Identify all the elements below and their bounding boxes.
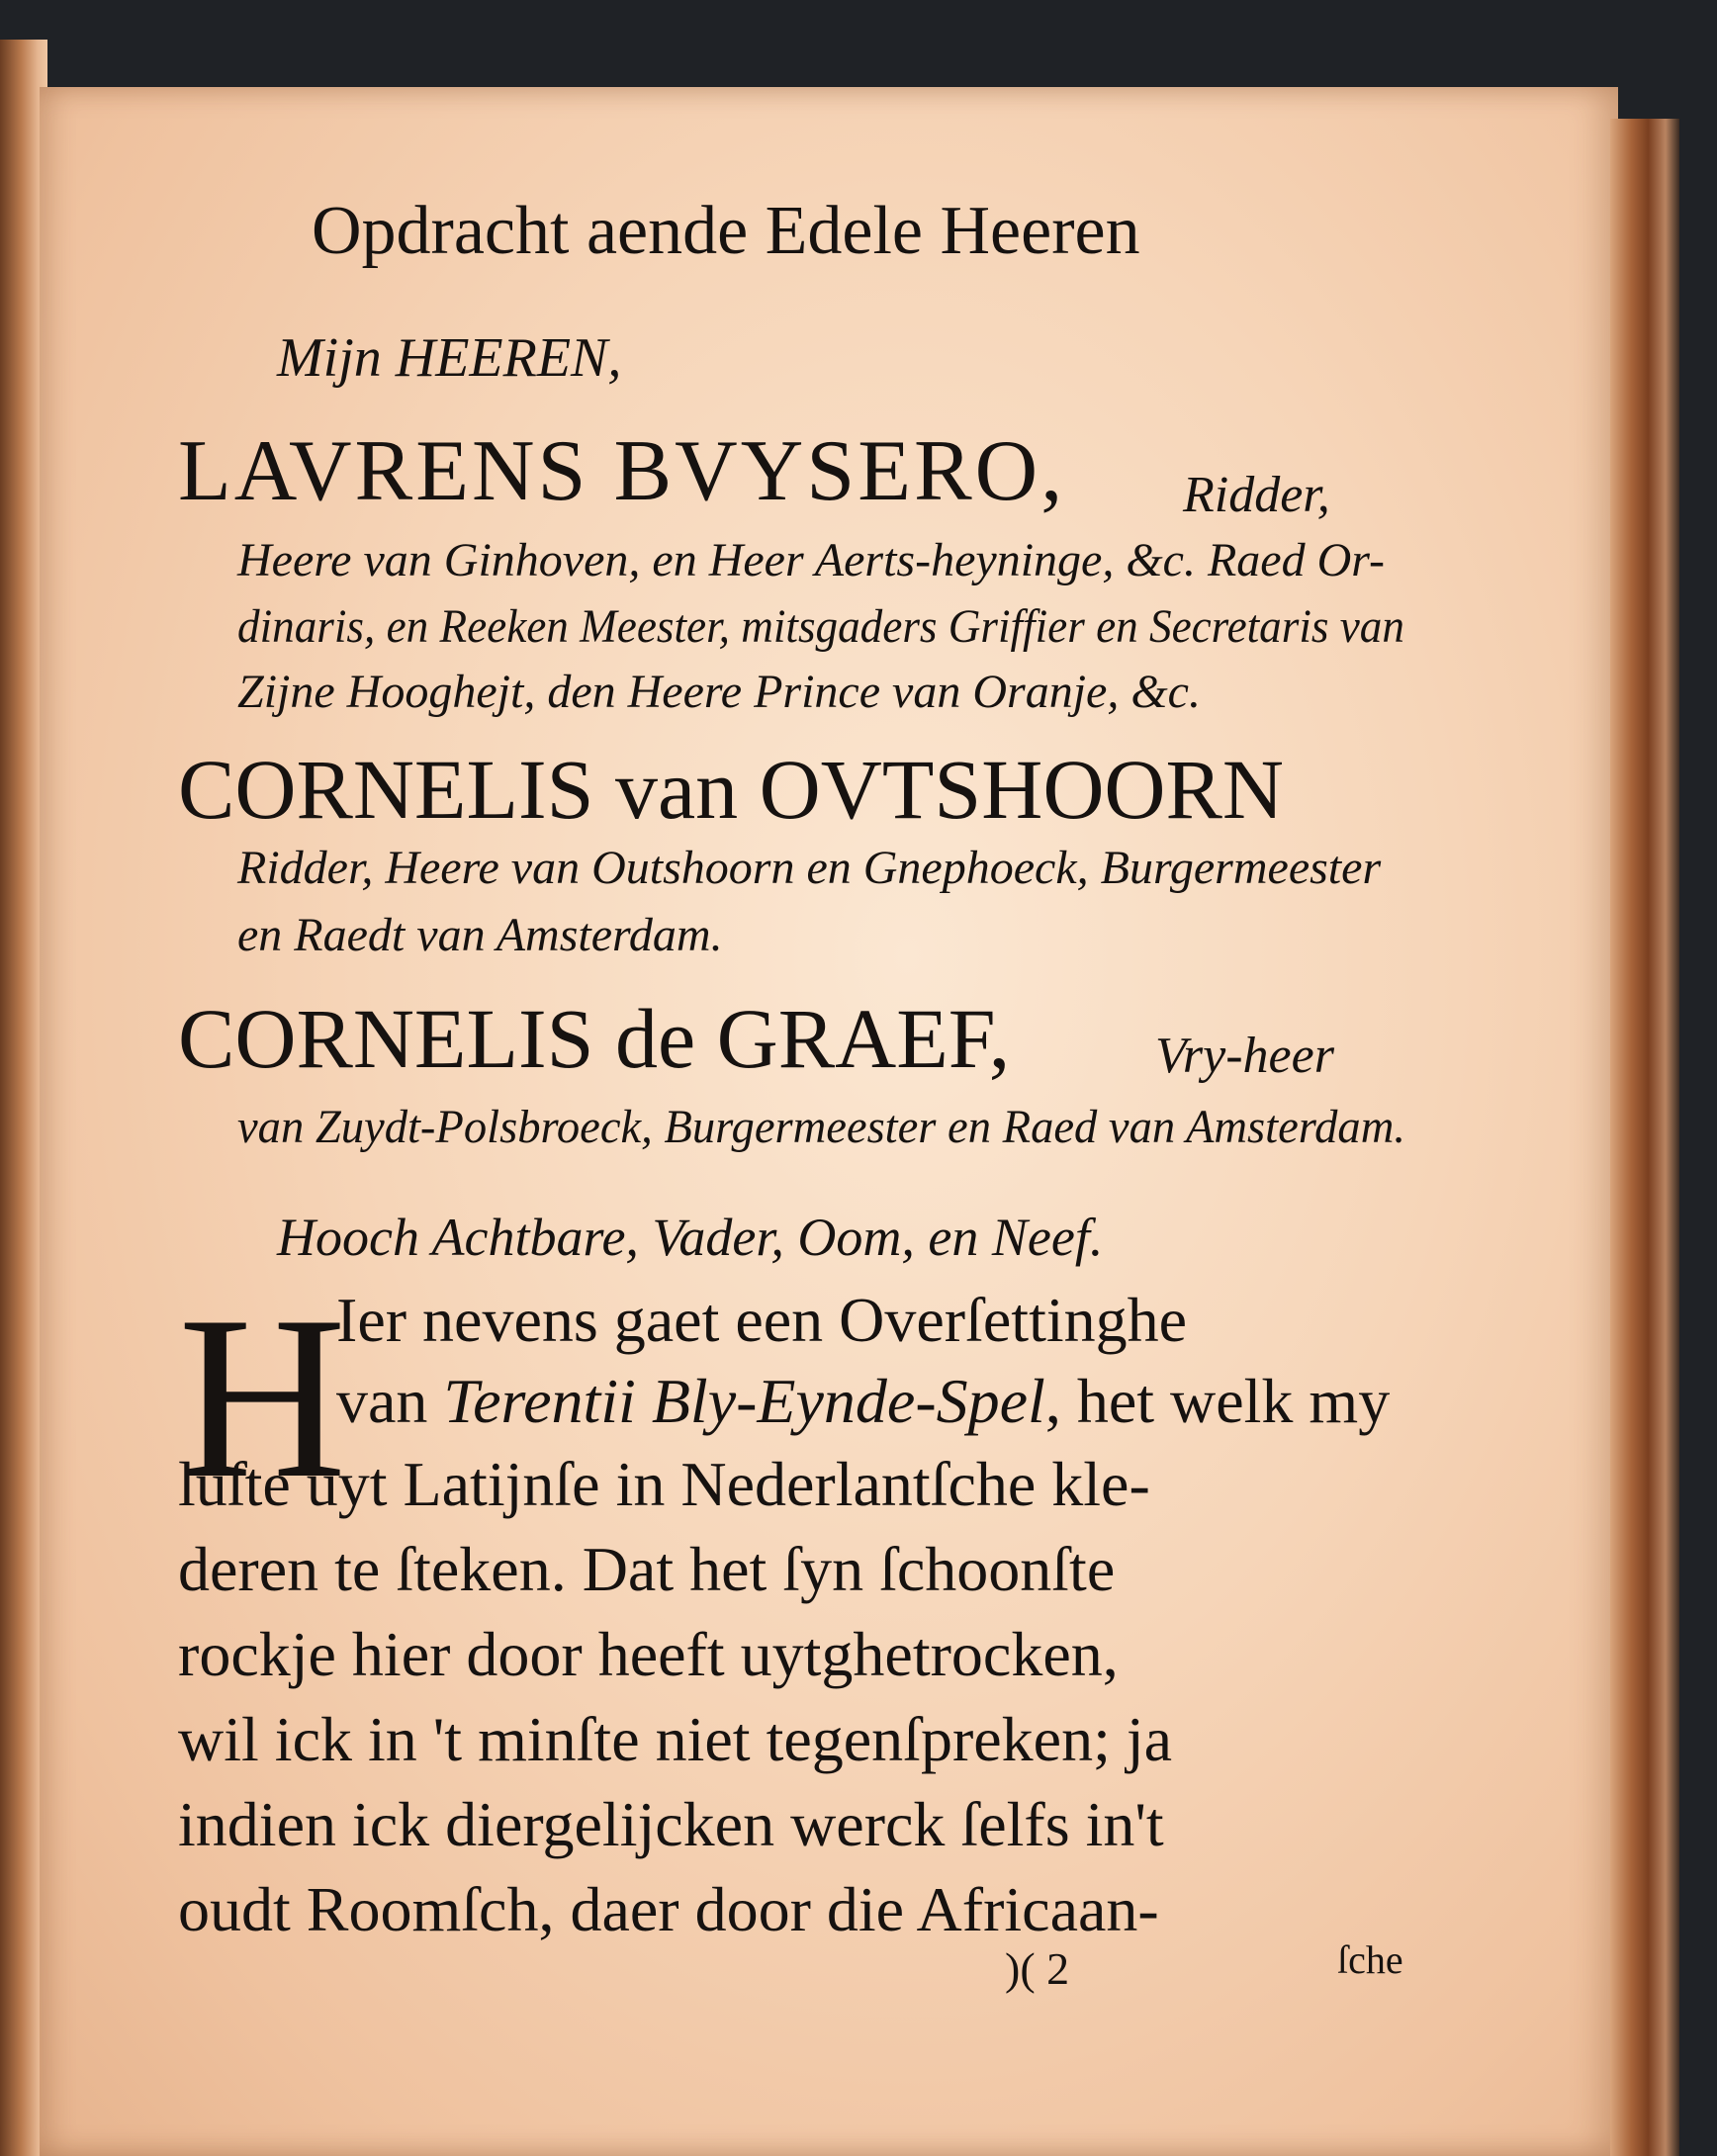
drop-cap: H xyxy=(178,1269,347,1527)
body-line-2-title: Terentii Bly-Eynde-Spel xyxy=(443,1366,1045,1436)
recipient-1-line-2: dinaris, en Reeken Meester, mitsgaders Griffier en Secretaris van xyxy=(237,600,1404,653)
catchword: ſche xyxy=(1337,1937,1403,1982)
recipient-3-line-1: van Zuydt-Polsbroeck, Burgermeester en Raed van Amsterdam. xyxy=(237,1101,1405,1153)
recipient-1-name: LAVRENS BVYSERO, xyxy=(178,423,1066,519)
recipient-2-line-2: en Raedt van Amsterdam. xyxy=(237,909,723,961)
body-line-6: wil ick in 't minſte niet tegenſpreken; ja xyxy=(178,1704,1173,1774)
page-edges xyxy=(1610,119,1679,2156)
body-line-8: oudt Roomſch, daer door die Africaan- xyxy=(178,1874,1159,1944)
signature-mark: )( 2 xyxy=(1005,1943,1070,1994)
book-page xyxy=(40,87,1618,2156)
body-line-2-pre: van xyxy=(336,1366,444,1436)
page-title: Opdracht aende Edele Heeren xyxy=(312,193,1140,269)
recipient-2-line-1: Ridder, Heere van Outshoorn en Gnephoeck, Burgermeester xyxy=(237,842,1382,894)
body-line-4: deren te ſteken. Dat het ſyn ſchoonſte xyxy=(178,1534,1116,1604)
body-line-2-post: , het welk my xyxy=(1044,1366,1391,1436)
address-line: Hooch Achtbare, Vader, Oom, en Neef. xyxy=(277,1208,1104,1267)
recipient-2-name: CORNELIS van OVTSHOORN xyxy=(178,742,1284,837)
body-line-3: luſte uyt Latijnſe in Nederlantſche kle- xyxy=(178,1449,1150,1519)
salutation: Mijn HEEREN, xyxy=(277,327,622,389)
body-line-7: indien ick diergelijcken werck ſelfs in't xyxy=(178,1789,1164,1859)
recipient-1-line-3: Zijne Hooghejt, den Heere Prince van Oranje, &c. xyxy=(237,666,1201,718)
body-line-1: Ier nevens gaet een Overſettinghe xyxy=(336,1285,1188,1355)
recipient-3-name: CORNELIS de GRAEF, xyxy=(178,991,1011,1086)
body-line-2 xyxy=(336,1365,1390,1438)
body-line-5: rockje hier door heeft uytghetrocken, xyxy=(178,1619,1119,1689)
recipient-1-line-1: Heere van Ginhoven, en Heer Aerts-heyninge, &c. Raed Or- xyxy=(237,534,1385,586)
recipient-1-title: Ridder, xyxy=(1183,467,1330,523)
recipient-3-title: Vry-heer xyxy=(1155,1028,1334,1084)
